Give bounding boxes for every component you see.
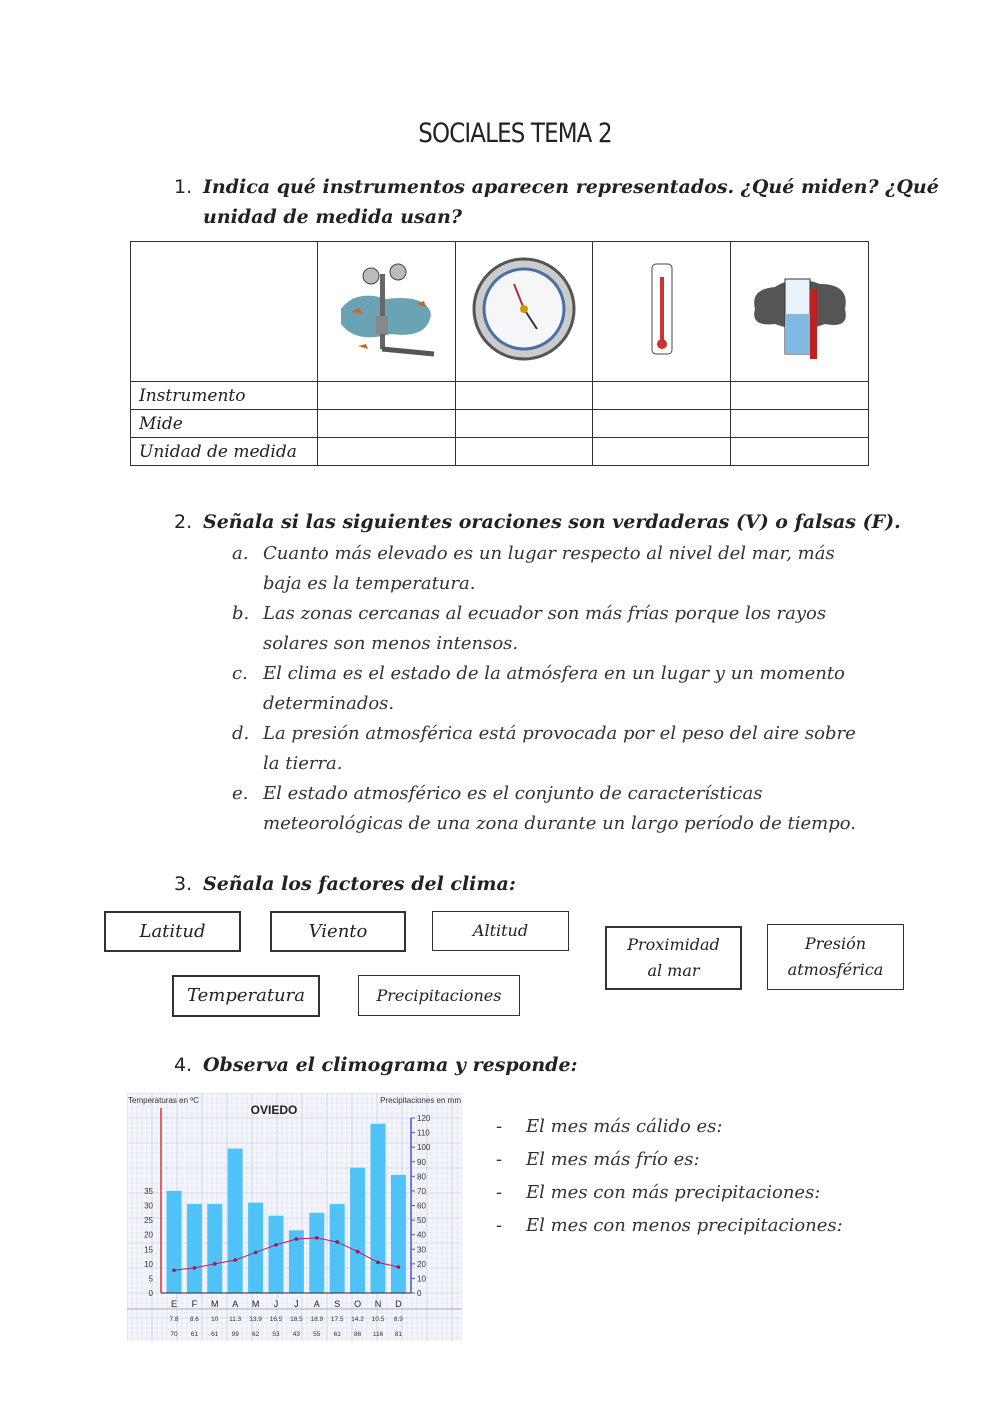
right-tick-label: 20 [417,1259,426,1269]
month-label: O [354,1299,362,1309]
factor-latitud[interactable]: Latitud [104,911,241,952]
statement-line1: Cuanto más elevado es un lugar respecto al nivel del mar, más [263,543,835,564]
temperature-value: 16.5 [269,1316,283,1323]
dash: - [496,1182,503,1203]
left-tick-label: 5 [148,1274,153,1284]
month-label: J [294,1299,299,1309]
precipitation-value: 70 [170,1331,178,1338]
precipitation-bar [228,1149,243,1293]
temperature-value: 11.3 [229,1316,242,1323]
statement-letter: d. [232,723,250,744]
answer-cell[interactable] [455,410,593,438]
precipitation-value: 53 [272,1331,280,1338]
answer-cell[interactable] [455,382,593,410]
left-tick-label: 10 [144,1259,153,1269]
temperature-point [172,1268,176,1272]
answer-cell[interactable] [317,410,455,438]
row-label-instrumento: Instrumento [131,382,318,410]
right-tick-label: 100 [417,1143,431,1153]
answer-cell[interactable] [317,382,455,410]
row-label-unidad: Unidad de medida [131,438,318,466]
temperature-point [356,1250,360,1254]
answer-cell[interactable] [731,382,869,410]
statement-letter: e. [232,783,249,804]
precipitation-bar [350,1168,365,1293]
box-text: Presión [804,934,867,953]
temperature-point [376,1261,380,1265]
dash: - [496,1116,503,1137]
temperature-point [335,1240,339,1244]
month-label: N [374,1299,382,1309]
q3-number: 3. [174,873,193,895]
statement-line2: meteorológicas de una zona durante un largo período de tiempo. [263,813,856,834]
month-label: A [313,1299,320,1309]
temperature-value: 8.9 [393,1316,403,1323]
box-text: Proximidad [627,935,720,954]
temperature-point [233,1258,237,1262]
precipitation-value: 99 [231,1331,239,1338]
right-tick-label: 10 [417,1274,426,1284]
precipitation-bar [167,1191,182,1293]
temperature-value: 10 [211,1316,219,1323]
statement-line1: Las zonas cercanas al ecuador son más frías porque los rayos [263,603,827,624]
factor-altitud[interactable]: Altitud [432,911,569,951]
precipitation-bar [207,1204,222,1293]
right-tick-label: 80 [417,1172,426,1182]
q4-number: 4. [174,1054,193,1076]
chart-title: OVIEDO [250,1103,298,1117]
statement-line2: baja es la temperatura. [263,573,476,594]
precipitation-value: 62 [251,1331,260,1338]
temperature-point [193,1266,197,1270]
temperature-point [274,1243,278,1247]
statement-line1: La presión atmosférica está provocada por el peso del aire sobre [263,723,856,744]
right-axis-label: Precipitaciones en mm [380,1096,461,1105]
factor-proximidad-al-mar[interactable] [605,926,742,990]
right-tick-label: 50 [417,1216,426,1226]
precipitation-value: 86 [353,1331,362,1338]
answer-cell[interactable] [731,438,869,466]
right-tick-label: 40 [417,1230,426,1240]
precipitation-value: 116 [372,1331,384,1338]
precipitation-value: 61 [333,1331,341,1338]
climograph-chart [127,1093,462,1341]
precipitation-bar [371,1124,386,1293]
statement-line2: determinados. [263,693,395,714]
rain-gauge-icon [731,242,869,382]
precipitation-value: 81 [394,1331,403,1338]
q4-text: Observa el climograma y responde: [203,1054,578,1076]
temperature-point [397,1265,401,1269]
right-tick-label: 60 [417,1201,426,1211]
temperature-value: 13.9 [249,1316,262,1323]
factor-presion-atmosferica[interactable] [767,924,904,990]
climograph-question: El mes con más precipitaciones: [526,1182,821,1203]
precipitation-bar [309,1213,324,1293]
precipitation-bar [248,1203,263,1293]
box-text: al mar [647,961,700,980]
month-label: M [251,1299,260,1309]
right-tick-label: 110 [417,1128,430,1138]
right-tick-label: 70 [417,1186,426,1196]
month-label: S [334,1299,341,1309]
statement-letter: c. [232,663,248,684]
factor-precipitaciones[interactable]: Precipitaciones [358,975,520,1016]
left-tick-label: 35 [144,1186,153,1196]
left-tick-label: 15 [144,1245,153,1255]
dash: - [496,1215,503,1236]
temperature-value: 18.9 [310,1316,324,1323]
anemometer-icon [317,242,455,382]
barometer-icon [455,242,593,382]
page-title: SOCIALES TEMA 2 [418,118,612,149]
row-label-mide: Mide [131,410,318,438]
climograph-question: El mes con menos precipitaciones: [526,1215,843,1236]
temperature-value: 10.5 [371,1316,385,1323]
temperature-point [295,1237,299,1241]
statement-letter: a. [232,543,249,564]
temperature-point [315,1236,319,1240]
temperature-point [254,1251,258,1255]
temperature-point [213,1262,217,1266]
answer-cell[interactable] [593,410,731,438]
precipitation-value: 61 [211,1331,219,1338]
instruments-table [130,241,869,466]
answer-cell[interactable] [593,438,731,466]
thermometer-icon [593,242,731,382]
month-label: F [191,1299,198,1309]
precipitation-value: 55 [313,1331,321,1338]
statement-letter: b. [232,603,250,624]
precipitation-value: 61 [190,1331,199,1338]
q1-text-line1: Indica qué instrumentos aparecen representados. ¿Qué miden? ¿Qué [203,176,939,198]
temperature-value: 8.6 [189,1316,199,1323]
temperature-value: 18.5 [290,1316,303,1323]
precipitation-bar [269,1216,284,1293]
left-axis-label: Temperaturas en ºC [128,1096,199,1105]
precipitation-bar [391,1175,406,1293]
right-tick-label: 90 [417,1157,426,1167]
statement-line2: la tierra. [263,753,343,774]
month-label: D [395,1299,402,1309]
left-tick-label: 25 [144,1216,153,1226]
box-text: atmosférica [787,960,884,979]
precipitation-bar [187,1204,202,1293]
answer-cell[interactable] [593,382,731,410]
q3-text: Señala los factores del clima: [203,873,516,895]
answer-cell[interactable] [455,438,593,466]
answer-cell[interactable] [317,438,455,466]
precipitation-value: 43 [292,1331,301,1338]
empty-cell [131,242,318,382]
month-label: J [273,1299,279,1309]
q1-number: 1. [174,176,193,198]
month-label: A [232,1299,239,1309]
left-tick-label: 30 [144,1201,153,1211]
right-tick-label: 120 [417,1114,431,1123]
right-tick-label: 30 [417,1245,426,1255]
answer-cell[interactable] [731,410,869,438]
left-tick-label: 0 [148,1289,153,1298]
month-label: E [170,1299,178,1309]
temperature-value: 14.2 [351,1316,364,1323]
left-tick-label: 20 [144,1230,153,1240]
precipitation-bar [330,1204,345,1293]
climograph-question: El mes más cálido es: [526,1116,723,1137]
q2-text: Señala si las siguientes oraciones son verdaderas (V) o falsas (F). [203,511,901,533]
statement-line2: solares son menos intensos. [263,633,519,654]
right-tick-label: 0 [417,1289,422,1298]
q1-text-line2: unidad de medida usan? [203,206,463,228]
temperature-value: 7.8 [169,1316,179,1323]
statement-line1: El clima es el estado de la atmósfera en un lugar y un momento [263,663,845,684]
factor-temperatura[interactable]: Temperatura [172,975,320,1017]
statement-line1: El estado atmosférico es el conjunto de características [263,783,763,804]
q2-number: 2. [174,511,193,533]
dash: - [496,1149,503,1170]
month-label: M [211,1299,219,1309]
temperature-value: 17.5 [330,1316,344,1323]
climograph-question: El mes más frío es: [526,1149,700,1170]
factor-viento[interactable]: Viento [270,911,406,952]
